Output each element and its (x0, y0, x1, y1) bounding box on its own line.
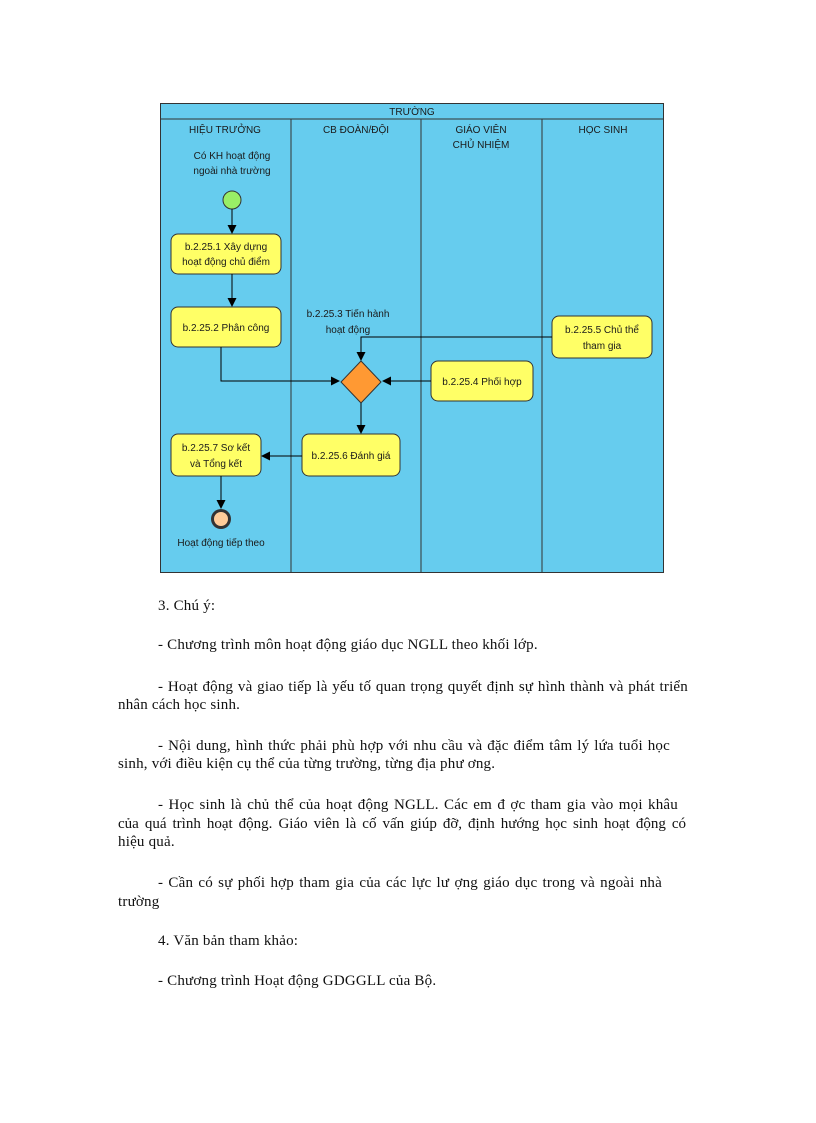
step-s1-line2: hoạt động chủ điểm (182, 257, 270, 268)
step-s6-line1: b.2.25.6 Đánh giá (311, 451, 391, 462)
lane-header-chu-nhiem: CHỦ NHIỆM (452, 140, 510, 151)
step-s3-line2: hoạt động (325, 325, 371, 336)
note-4-line3: hiệu quả. (118, 834, 175, 850)
start-note-line2: ngoài nhà trường (193, 166, 271, 177)
note-4-line2: của quá trình hoạt động. Giáo viên là cố vấn giúp đỡ, định hướng học sinh hoạt động có (118, 816, 686, 832)
note-2-line2: nhân cách học sinh. (118, 697, 241, 713)
step-s2-line1: b.2.25.2 Phân công (182, 323, 270, 334)
step-box-s1 (171, 234, 281, 274)
note-1: - Chương trình môn hoạt động giáo dục NGLL theo khối lớp. (158, 637, 538, 653)
step-s7-line2: và Tổng kết (189, 459, 243, 470)
step-s5-line2: tham gia (582, 341, 622, 352)
step-s4-line1: b.2.25.4 Phối hợp (442, 377, 522, 388)
lane-header-hieu-truong: HIỆU TRƯỞNG (189, 125, 261, 136)
note-5-line2: trường (118, 894, 160, 910)
pool-title: TRƯỜNG (389, 107, 435, 118)
note-3-line2: sinh, với điều kiện cụ thể của từng trường, từng địa phư ơng. (118, 756, 496, 772)
note-5-line1: - Cần có sự phối hợp tham gia của các lực lư ợng giáo dục trong và ngoài nhà (158, 875, 662, 891)
note-4-line1: - Học sinh là chủ thể của hoạt động NGLL. Các em đ ợc tham gia vào mọi khâu (158, 797, 678, 813)
end-node-inner (214, 512, 228, 526)
step-s7-line1: b.2.25.7 Sơ kết (181, 443, 251, 454)
lane-header-cb-doan-doi: CB ĐOÀN/ĐỘI (322, 125, 390, 136)
activity-diagram (160, 103, 664, 573)
reference-1: - Chương trình Hoạt động GDGGLL của Bộ. (158, 973, 437, 989)
lane-header-hoc-sinh: HỌC SINH (578, 125, 628, 136)
start-node (223, 191, 241, 209)
lane-header-giao-vien: GIÁO VIÊN (455, 125, 507, 136)
section-3-heading: 3. Chú ý: (158, 598, 216, 614)
start-note-line1: Có KH hoạt động (193, 151, 271, 162)
note-3-line1: - Nội dung, hình thức phải phù hợp với nhu cầu và đặc điểm tâm lý lứa tuổi học (158, 738, 670, 754)
note-2-line1: - Hoạt động và giao tiếp là yếu tố quan trọng quyết định sự hình thành và phát triển (158, 679, 688, 695)
step-s5-line1: b.2.25.5 Chủ thể (565, 325, 639, 336)
end-note: Hoạt động tiếp theo (177, 538, 265, 549)
step-s1-line1: b.2.25.1 Xây dựng (184, 242, 268, 253)
step-s3-line1: b.2.25.3 Tiến hành (306, 309, 390, 320)
section-4-heading: 4. Văn bản tham khảo: (158, 933, 299, 949)
